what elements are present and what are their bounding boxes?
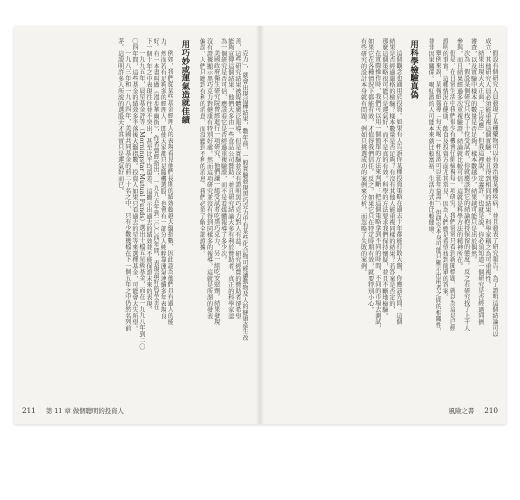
text-column: 結果是否經過嚴格的檢驗？樣本數量是否足夠？有沒有其他人能重複同樣的結果？若答案是否定的， (387, 38, 395, 313)
text-column: 下一個十年之中表現往往並不突出，甚至比平均還差。這顯示出過去的績效並不能保證未來的表現。 (145, 38, 153, 313)
text-column: 一九八三年和一九八四年，美國共同基金的前二十名之中，只有少數幾檔在下一個五年之中仍然名列前 (123, 50, 131, 332)
text-column: 在實際操作時，我們可以用一個簡單的方法來判斷：把這個策略拿到不同的時間、不同的市場去測試， (373, 50, 381, 332)
text-column: 那麼這個策略很可能只是運氣好，而不是真的有效。科學的方法要求我們保持懷疑，並且不斷地檢驗。 (380, 38, 388, 320)
text-column: 有些研究的設計本身就有問題，例如只挑選成功的案例來分析，而忽略了失敗的案例。 (359, 38, 367, 276)
text-column: 好。有一本書叫做《漫步華爾街》，作者曾經指出，一九九五年到二〇〇四年間，表現最好的基金在 (152, 38, 160, 310)
text-column: 例如，我們從某些基金經理人的表現看見他們長期的績效超越大盤指數，因此認為他們具有過人的能 (166, 50, 174, 325)
text-column: 這個觀念也適用於投資。如果有人告訴你某種投資策略在過去十年都能打敗大盤，你應該先問：這個 (395, 50, 403, 325)
text-column: 舉例來說，某報紙報導「每天喝一杯紅酒可以延年益壽」，但研究本身可能只顯示出兩者之間的相關性， (434, 50, 442, 335)
section-heading: 用巧妙或運氣造就佳績 (181, 40, 192, 124)
text-column: 但是，在日常生活中我們很少有機會仔細檢視每一項研究。我們常常只看到新聞標題，就以為這是已經 (448, 50, 456, 332)
text-column: 假設有個研究人員發現了某種藥物可以有效治療某種疾病，並且發表了研究報告。為了證明這個結論可以 (491, 50, 498, 338)
text-column: 善，這些研究結果被媒體廣泛報導。但是實驗並沒有證明黑巧克力對人有益。研究經費的贊助者卻希望 (233, 38, 241, 320)
text-column: 並非因果關係。喝紅酒的人可能本來就比較富裕，生活方式也比較健康。 (427, 38, 435, 238)
text-column: 茅。這說明許多人所說的選股天才其實只是運氣好而已。 (116, 38, 124, 195)
right-page-number: 210 (484, 406, 498, 415)
text-column: 結果出現大大正面，「正反應」，但我這裡說，定義許，也就是說，你必須知道一個研究是否經過同儕 (476, 50, 484, 326)
left-page-number: 211 (22, 406, 36, 415)
left-page-footer (22, 406, 124, 415)
book-spread (14, 26, 506, 424)
right-page-footer (449, 406, 498, 415)
right-page-text (272, 38, 498, 390)
text-column: 成立，其他研究人員必須能重複這個實驗，並且得到相同的結果。科學家稱之為可重複性。 (483, 38, 491, 288)
left-page-text (22, 38, 248, 390)
left-chapter-label: 第 11 章 做個聰明的投資人 (45, 407, 124, 415)
left-page (14, 26, 260, 424)
text-column: 偏誤，人們只聽到有利的消息，而沒聽到不利的消息。我們必須了解全部證據。 (198, 38, 206, 257)
text-column: 克力」，就會出現這種結果，數年前，一般實驗發現黑巧克力中有某些化合物可能讓動物及人的健康產生改 (241, 50, 248, 341)
text-column: 力。然而若有足夠多的經理人，即使大家都只是隨機選股，也會有一部分人純粹靠運氣連續多年表現良 (159, 38, 167, 320)
text-column: 參與，而且結果經過多次重複驗證，結論就比較可信。這就是科學方法的精神所在。 (455, 38, 463, 270)
text-column: 一九九五年，晨星基金評等（Morningstar Mutual Funds）選出十檔五星級基金，而在一九九八年到二〇 (137, 50, 145, 350)
text-column: 審查，以及實驗中樣本的數量是否足夠。樣本數越少，結果越可能只是出於偶然。 (469, 38, 477, 263)
text-column: 沒有證據顯示黑巧克力對健康有特別好處。然而這項研究並沒有得到同樣多的報導，這就是所謂的發表 (205, 38, 213, 320)
text-column: 為一個研究是否可信，應該看它是否經過重複驗證，而不是看媒體報導了多少次。 (219, 38, 227, 263)
text-column: 美國政府衛生研究院曾經進行一項研究，他們讓一組受試者吃黑巧克力，另一組吃安慰劑。結果發現 (212, 50, 220, 325)
text-column: 如果它在各種情況下都能有效，才值得我們信任。反之，如果它只在特定時期有效，就要特別小心。 (366, 38, 374, 313)
text-column: 〇四年間，這些基金的績效多半落後大盤指數。投資人如果只看過去的星等來選擇基金，可能會大失所望。 (130, 38, 138, 332)
right-page (260, 26, 506, 424)
text-column: 次為，假設某個研究只找了十位受試者，你就應該對它的結論抱持保留的態度。反之若研究找了上千人 (462, 50, 470, 332)
text-column: 證明的事實。這種情況在健康、飲食及投資方面尤其常見，因為人們總是希望找到簡單的答案。 (441, 38, 449, 301)
text-column: 能夠宣傳這個結果，他們大多由一些食品公司贊助，並且研究結論大多有利於贊助者。真正的科學家認 (226, 38, 234, 320)
section-heading: 用科學檢驗真偽 (410, 40, 421, 99)
right-chapter-label: 風險之書 (448, 407, 475, 415)
